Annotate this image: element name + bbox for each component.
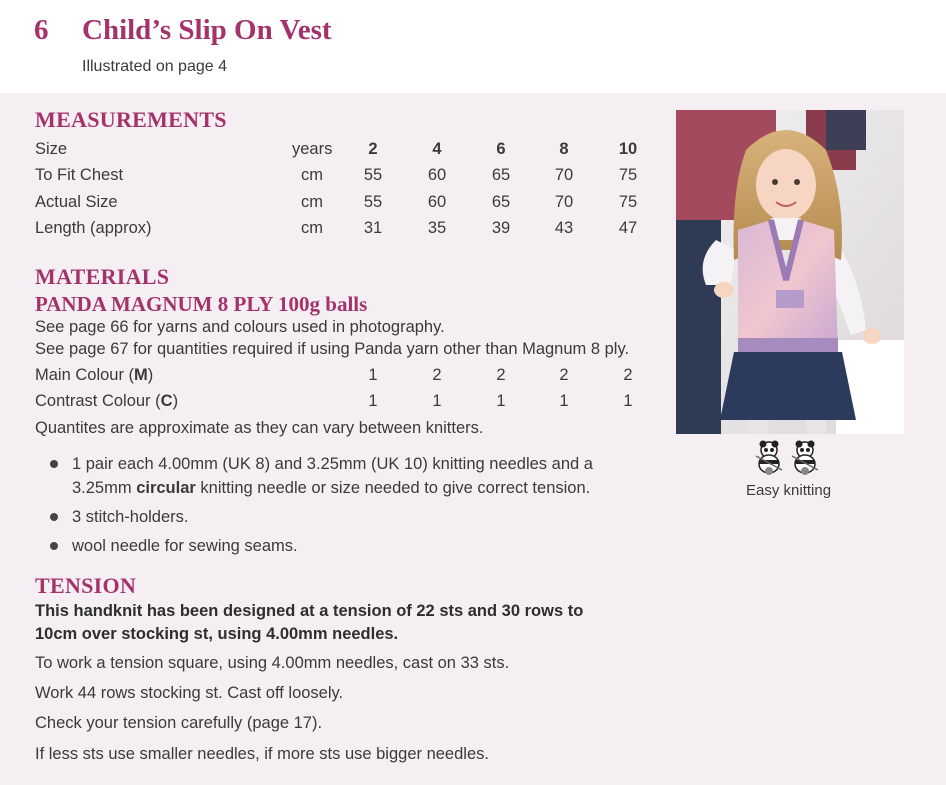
illustrated-note: Illustrated on page 4 xyxy=(82,58,227,75)
row-unit: cm xyxy=(301,219,323,237)
needles-circular: circular xyxy=(136,479,196,497)
page-header xyxy=(0,0,946,93)
chest-value: 60 xyxy=(427,166,447,184)
contrast-colour-value: 1 xyxy=(559,392,569,410)
yarn-note-photography: See page 66 for yarns and colours used in photography. xyxy=(35,318,445,336)
chest-value: 70 xyxy=(554,166,574,184)
chest-value: 55 xyxy=(363,166,383,184)
row-unit: cm xyxy=(301,166,323,184)
tension-line: Work 44 rows stocking st. Cast off loosely. xyxy=(35,684,344,702)
row-unit: years xyxy=(292,140,333,158)
row-label: Size xyxy=(35,140,68,158)
model-photo xyxy=(676,110,904,434)
easy-knitting-icon xyxy=(754,440,826,476)
contrast-colour-label-text: Contrast Colour ( xyxy=(35,392,161,410)
main-colour-code: M xyxy=(134,366,148,384)
bullet-stitch-holders: 3 stitch-holders. xyxy=(72,508,189,526)
tension-statement-line2: 10cm over stocking st, using 4.00mm needles. xyxy=(35,625,399,643)
actual-value: 70 xyxy=(554,193,574,211)
yarn-heading: PANDA MAGNUM 8 PLY 100g balls xyxy=(35,292,368,316)
tension-heading: TENSION xyxy=(35,573,137,598)
row-label: Actual Size xyxy=(35,193,118,211)
yarn-note-quantities: See page 67 for quantities required if using Panda yarn other than Magnum 8 ply. xyxy=(35,340,630,358)
main-colour-value: 2 xyxy=(496,366,506,384)
main-colour-label-close: ) xyxy=(147,366,154,384)
bullet-dot xyxy=(50,542,58,550)
main-colour-value: 2 xyxy=(559,366,569,384)
chest-value: 75 xyxy=(618,166,638,184)
length-value: 35 xyxy=(427,219,447,237)
bullet-needles-line1: 1 pair each 4.00mm (UK 8) and 3.25mm (UK 10) knitting needles and a xyxy=(72,455,593,473)
needles-text-end: knitting needle or size needed to give correct tension. xyxy=(195,479,591,497)
bullet-wool-needle: wool needle for sewing seams. xyxy=(72,537,298,555)
size-value: 6 xyxy=(496,140,506,158)
row-unit: cm xyxy=(301,193,323,211)
size-value: 8 xyxy=(559,140,569,158)
contrast-colour-label-close: ) xyxy=(172,392,179,410)
row-label: To Fit Chest xyxy=(35,166,124,184)
size-value: 10 xyxy=(618,140,638,158)
tension-line: To work a tension square, using 4.00mm needles, cast on 33 sts. xyxy=(35,654,510,672)
bullet-dot xyxy=(50,513,58,521)
length-value: 47 xyxy=(618,219,638,237)
measurement-row-actual xyxy=(0,193,680,219)
pattern-title: Child’s Slip On Vest xyxy=(82,14,332,46)
chest-value: 65 xyxy=(491,166,511,184)
size-value: 4 xyxy=(432,140,442,158)
size-value: 2 xyxy=(368,140,378,158)
needles-text: 3.25mm xyxy=(72,479,137,497)
length-value: 31 xyxy=(363,219,383,237)
actual-value: 60 xyxy=(427,193,447,211)
main-colour-row xyxy=(0,366,680,392)
contrast-colour-value: 1 xyxy=(432,392,442,410)
bullet-needles-line2 xyxy=(72,476,590,500)
tension-line: Check your tension carefully (page 17). xyxy=(35,714,323,732)
actual-value: 55 xyxy=(363,193,383,211)
contrast-colour-label xyxy=(35,392,178,411)
length-value: 43 xyxy=(554,219,574,237)
actual-value: 75 xyxy=(618,193,638,211)
row-label: Length (approx) xyxy=(35,219,152,237)
contrast-colour-row xyxy=(0,392,680,418)
bullet-dot xyxy=(50,460,58,468)
main-colour-label-text: Main Colour ( xyxy=(35,366,135,384)
contrast-colour-code: C xyxy=(160,392,173,410)
measurement-row-length xyxy=(0,219,680,245)
tension-statement-line1: This handknit has been designed at a tension of 22 sts and 30 rows to xyxy=(35,602,584,620)
difficulty-label: Easy knitting xyxy=(746,482,832,499)
materials-heading: MATERIALS xyxy=(35,264,170,289)
contrast-colour-value: 1 xyxy=(623,392,633,410)
main-colour-value: 1 xyxy=(368,366,378,384)
pattern-number: 6 xyxy=(34,14,49,46)
length-value: 39 xyxy=(491,219,511,237)
measurements-heading: MEASUREMENTS xyxy=(35,107,227,132)
measurement-row-chest xyxy=(0,166,680,192)
main-colour-label xyxy=(35,366,153,385)
contrast-colour-value: 1 xyxy=(368,392,378,410)
quantity-note: Quantites are approximate as they can vary between knitters. xyxy=(35,419,484,437)
main-colour-value: 2 xyxy=(432,366,442,384)
contrast-colour-value: 1 xyxy=(496,392,506,410)
child-vest-illustration xyxy=(676,110,904,434)
tension-line: If less sts use smaller needles, if more sts use bigger needles. xyxy=(35,745,489,763)
actual-value: 65 xyxy=(491,193,511,211)
main-colour-value: 2 xyxy=(623,366,633,384)
measurement-row-size xyxy=(0,140,680,166)
